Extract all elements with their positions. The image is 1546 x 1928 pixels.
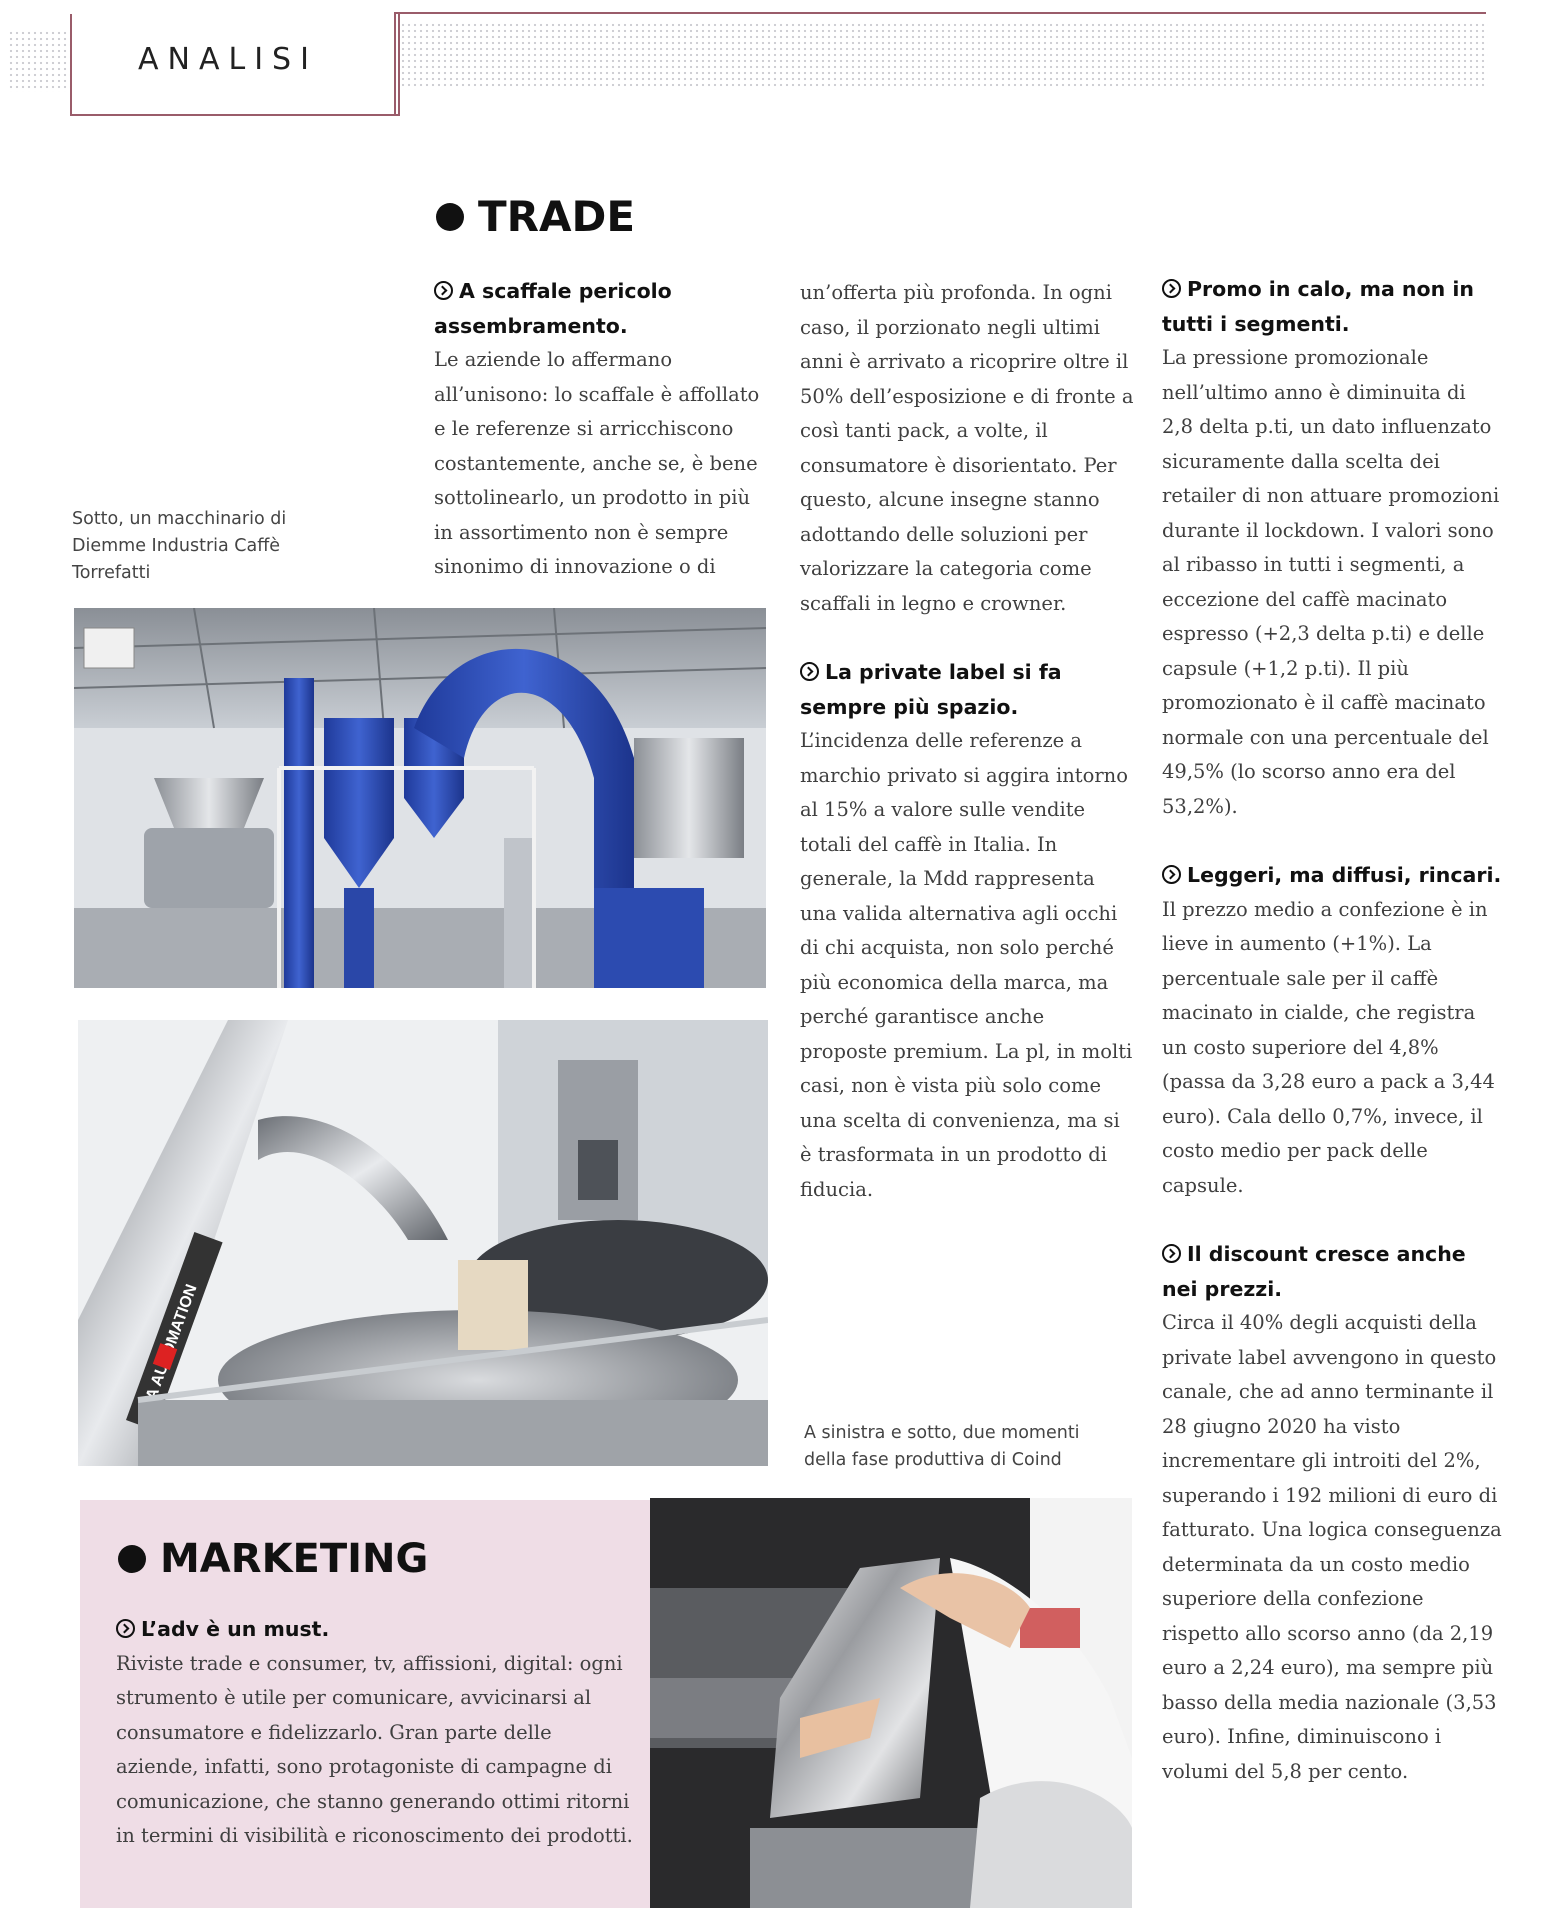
trade-title bbox=[436, 192, 635, 241]
roasting-plant-illustration bbox=[74, 608, 766, 988]
subhead-discount: Il discount cresce anche nei prezzi. bbox=[1162, 1242, 1466, 1301]
caption-diemme: Sotto, un macchinario di Diemme Industria Caffè Torrefatti bbox=[72, 509, 287, 583]
chevron-circle-icon bbox=[1162, 279, 1181, 298]
body-scaffale-continued: un’offerta più profonda. In ogni caso, il porzionato negli ultimi anni è arrivato a ricoprire oltre il 50% dell’esposizione e di fronte a così tanti pack, a volte, il consumatore è disorientato. Per questo, alcune insegne stanno adottando delle soluzioni per valorizzare la categoria come scaffali in legno e crowner. bbox=[800, 281, 1134, 615]
chevron-circle-icon bbox=[1162, 1244, 1181, 1263]
header-dot-pattern-right bbox=[400, 22, 1488, 90]
photo-roasting-plant bbox=[74, 608, 766, 988]
chevron-circle-icon bbox=[116, 1619, 135, 1638]
photo-packaging-machine bbox=[78, 1020, 768, 1466]
body-rincari: Il prezzo medio a confezione è in lieve in aumento (+1%). La percentuale sale per il caffè macinato in cialde, che registra un costo superiore del 4,8% (passa da 3,28 euro a pack a 3,44 euro). Cala dello 0,7%, invece, il costo medio per pack delle capsule. bbox=[1162, 897, 1495, 1197]
bullet-icon bbox=[436, 203, 464, 231]
chevron-circle-icon bbox=[1162, 865, 1181, 884]
marketing-column bbox=[116, 1612, 636, 1888]
header-rule-vertical bbox=[394, 12, 396, 116]
body-discount: Circa il 40% degli acquisti della private label avvengono in questo canale, che ad anno terminante il 28 giugno 2020 ha visto incrementare gli introiti del 2%, superando i 192 milioni di euro di fatturato. Una logica conseguenza determinata da un costo medio superiore della confezione rispetto allo scorso anno (da 2,19 euro a 2,24 euro), ma sempre più basso della media nazionale (3,53 euro). Infine, diminuiscono i volumi del 5,8 per cento. bbox=[1162, 1311, 1502, 1783]
body-private-label: L’incidenza delle referenze a marchio privato si aggira intorno al 15% a valore sulle vendite totali del caffè in Italia. In generale, la Mdd rappresenta una valida alternativa agli occhi di chi acquista, non solo perché più economica della marca, ma perché garantisce anche proposte premium. La pl, in molti casi, non è vista più solo come una scelta di convenienza, ma si è trasformata in un prodotto di fiducia. bbox=[800, 729, 1133, 1201]
column-3 bbox=[1162, 272, 1502, 1823]
photo-bag-filling bbox=[650, 1498, 1132, 1908]
body-adv: Riviste trade e consumer, tv, affissioni, digital: ogni strumento è utile per comunicare, avvicinarsi al consumatore e fidelizzarlo. Gran parte delle aziende, infatti, sono protagoniste di campagne di comunicazione, che stanno generando ottimi ritorni in termini di visibilità e riconoscimento dei prodotti. bbox=[116, 1651, 633, 1847]
subhead-scaffale: A scaffale pericolo assembramento. bbox=[434, 279, 672, 338]
body-promo: La pressione promozionale nell’ultimo anno è diminuita di 2,8 delta p.ti, un dato influenzato sicuramente dalla scelta dei retailer di non attuare promozioni durante il lockdown. I valori sono al ribasso in tutti i segmenti, a eccezione del caffè macinato espresso (+2,3 delta p.ti) e delle capsule (+1,2 p.ti). Il più promozionato è il caffè macinato normale con una percentuale del 49,5% (lo scorso anno era del 53,2%). bbox=[1162, 346, 1500, 818]
header-dot-pattern-left bbox=[8, 30, 70, 92]
body-scaffale: Le aziende lo affermano all’unisono: lo scaffale è affollato e le referenze si arricchiscono costantemente, anche se, è bene sottolinearlo, un prodotto in più in assortimento non è sempre sinonimo di innovazione o di bbox=[434, 348, 760, 578]
bullet-icon bbox=[118, 1545, 146, 1573]
subhead-private-label: La private label si fa sempre più spazio. bbox=[800, 660, 1062, 719]
subhead-promo: Promo in calo, ma non in tutti i segmenti. bbox=[1162, 277, 1474, 336]
subhead-rincari: Leggeri, ma diffusi, rincari. bbox=[1162, 858, 1502, 893]
column-1 bbox=[434, 274, 774, 613]
trade-title-text: TRADE bbox=[478, 192, 636, 241]
column-2 bbox=[800, 276, 1136, 1241]
caption-coind: A sinistra e sotto, due momenti della fase produttiva di Coind bbox=[804, 1423, 1080, 1470]
chevron-circle-icon bbox=[434, 281, 453, 300]
marketing-title-text: MARKETING bbox=[160, 1536, 429, 1582]
header-rule bbox=[396, 12, 1486, 14]
chevron-circle-icon bbox=[800, 662, 819, 681]
section-label: ANALISI bbox=[138, 42, 318, 77]
subhead-adv: L’adv è un must. bbox=[116, 1612, 636, 1647]
machine-brand-label: AUTOMATION bbox=[148, 1282, 201, 1389]
marketing-title bbox=[118, 1536, 428, 1582]
bag-filling-illustration bbox=[650, 1498, 1132, 1908]
packaging-machine-illustration bbox=[78, 1020, 768, 1466]
